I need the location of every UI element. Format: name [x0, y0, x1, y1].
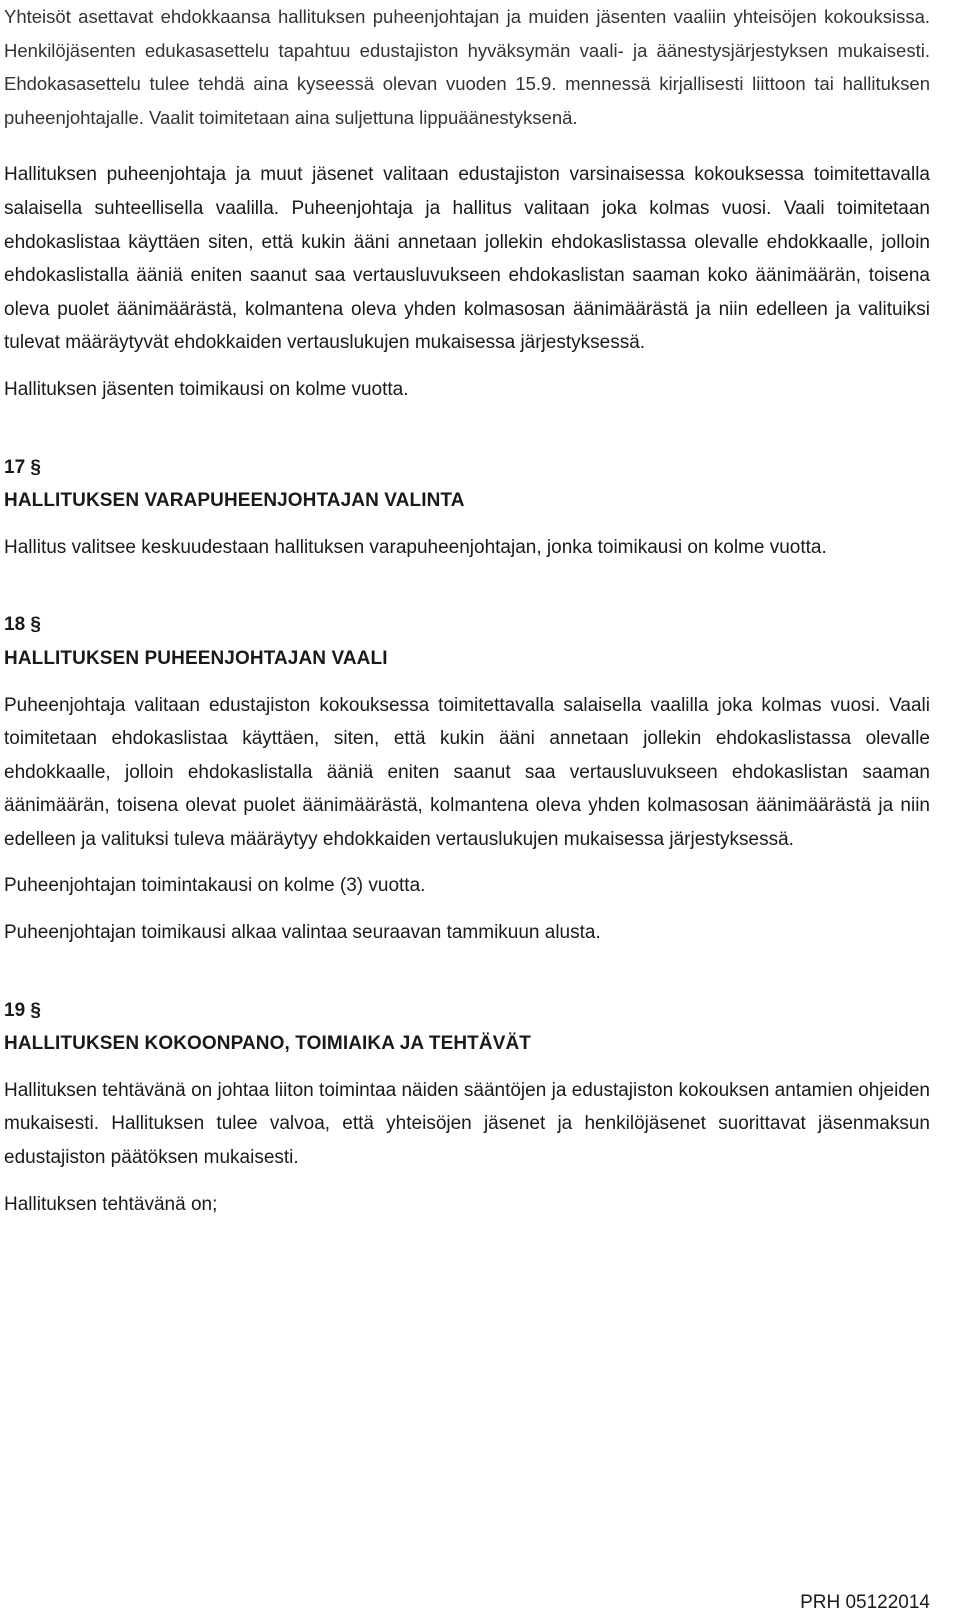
footer-document-code: PRH 05122014 [800, 1592, 930, 1613]
section-17-title: HALLITUKSEN VARAPUHEENJOHTAJAN VALINTA [4, 490, 465, 512]
section-16-term-paragraph: Hallituksen jäsenten toimikausi on kolme vuotta. [4, 378, 409, 400]
section-17-body: Hallitus valitsee keskuudestaan hallituksen varapuheenjohtajan, jonka toimikausi on kolme vuotta. [4, 536, 827, 558]
document-page [4, 0, 930, 1221]
spacer [4, 407, 930, 451]
section-19-number: 19 § [4, 999, 41, 1021]
section-16-election-paragraph: Hallituksen puheenjohtaja ja muut jäsenet valitaan edustajiston varsinaisessa kokouksessa toimitettavalla salaisella suhteellisella vaalilla. Puheenjohtaja ja hallitus valitaan joka kolmas vuosi. Vaali toimitetaan ehdokaslistaa käyttäen siten, että kukin ääni annetaan jollekin ehdokaslistassa olevalle ehdokkaalle, jolloin ehdokaslistalla ääniä eniten saanut saa vertausluvukseen ehdokaslistan saaman koko äänimäärän, toisena oleva puolet äänimäärästä, kolmantena oleva yhden kolmasosan äänimäärästä ja niin edelleen ja valituiksi tulevat määräytyvät ehdokkaiden vertauslukujen mukaisessa järjestyksessä. [4, 164, 930, 354]
section-19-tasks-intro: Hallituksen tehtävänä on; [4, 1193, 218, 1215]
section-19-body: Hallituksen tehtävänä on johtaa liiton toimintaa näiden sääntöjen ja edustajiston kokouksen antamien ohjeiden mukaisesti. Hallituksen tulee valvoa, että yhteisöjen jäsenet ja henkilöjäsenet suorittavat jäsenmaksun edustajiston päätöksen mukaisesti. [4, 1079, 930, 1169]
section-18-title: HALLITUKSEN PUHEENJOHTAJAN VAALI [4, 647, 388, 669]
spacer [4, 134, 930, 158]
section-18-number: 18 § [4, 614, 41, 636]
spacer [4, 676, 930, 689]
section-19-title: HALLITUKSEN KOKOONPANO, TOIMIAIKA JA TEHTÄVÄT [4, 1033, 531, 1055]
section-17-number: 17 § [4, 456, 41, 478]
spacer [4, 518, 930, 531]
spacer [4, 564, 930, 608]
spacer [4, 1175, 930, 1188]
spacer [4, 1061, 930, 1074]
spacer [4, 903, 930, 916]
intro-paragraph: Yhteisöt asettavat ehdokkaansa hallituksen puheenjohtajan ja muiden jäsenten vaaliin yhteisöjen kokouksissa. Henkilöjäsenten edukasasettelu tapahtuu edustajiston hyväksymän vaali- ja äänestysjärjestyksen mukaisesti. Ehdokasasettelu tulee tehdä aina kyseessä olevan vuoden 15.9. mennessä kirjallisesti liittoon tai hallituksen puheenjohtajalle. Vaalit toimitetaan aina suljettuna lippuäänestyksenä. [4, 6, 930, 128]
section-18-start: Puheenjohtajan toimikausi alkaa valintaa seuraavan tammikuun alusta. [4, 922, 601, 944]
section-18-body: Puheenjohtaja valitaan edustajiston kokouksessa toimitettavalla salaisella vaalilla joka kolmas vuosi. Vaali toimitetaan ehdokaslistaa käyttäen, siten, että kukin ääni annetaan jollekin ehdokaslistassa olevalle ehdokkaalle, jolloin ehdokaslistalla ääniä eniten saanut saa vertausluvukseen ehdokaslistan saaman äänimäärän, toisena olevat puolet äänimäärästä, kolmantena oleva yhden kolmasosan äänimäärästä ja niin edelleen ja valituksi tuleva määräytyy ehdokkaiden vertauslukujen mukaisessa järjestyksessä. [4, 694, 930, 850]
spacer [4, 856, 930, 869]
spacer [4, 360, 930, 373]
spacer [4, 950, 930, 994]
section-18-term: Puheenjohtajan toimintakausi on kolme (3) vuotta. [4, 875, 426, 897]
